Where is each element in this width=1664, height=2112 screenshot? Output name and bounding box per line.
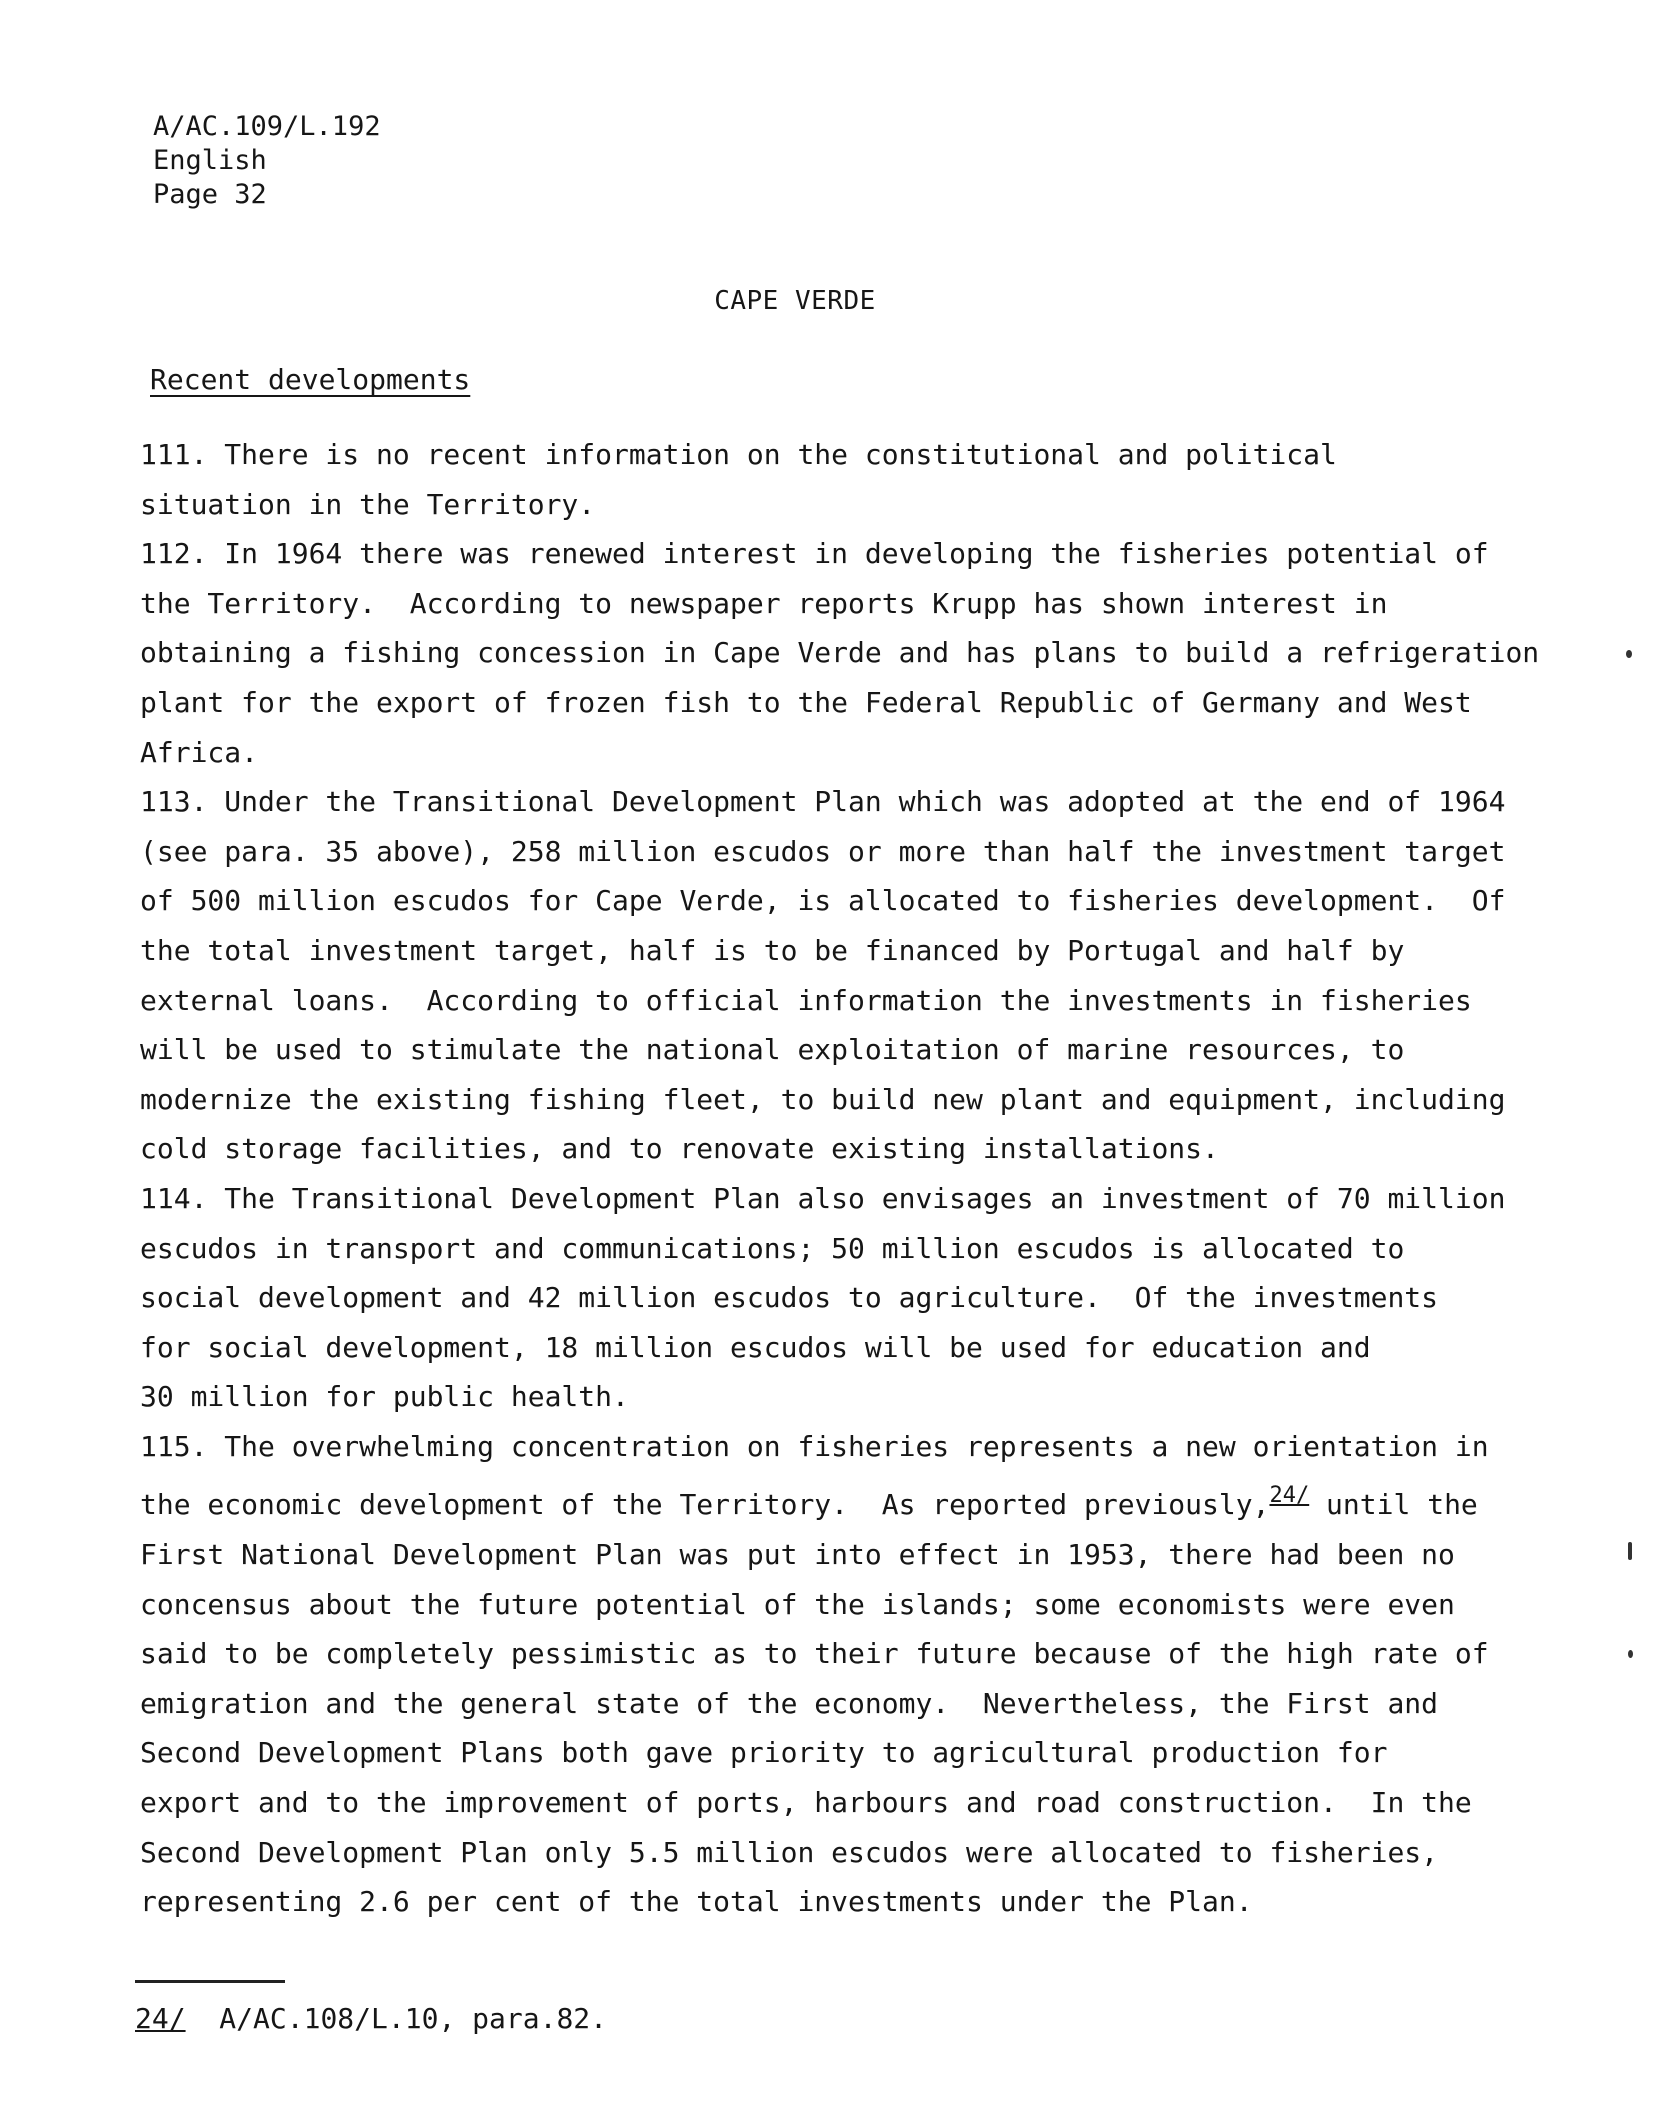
paragraph-111	[140, 430, 1540, 529]
document-symbol: A/AC.109/L.192	[153, 111, 381, 142]
footnote-divider	[135, 1980, 285, 1983]
page-title: CAPE VERDE	[714, 286, 876, 316]
text-line-with-footnote-ref	[140, 1471, 1540, 1530]
text-line: 111. There is no recent information on the constitutional and political	[140, 438, 1337, 471]
text-line: emigration and the general state of the economy. Nevertheless, the First and	[140, 1686, 1439, 1720]
text-line: export and to the improvement of ports, harbours and road construction. In the	[140, 1786, 1472, 1820]
footnote	[135, 2002, 607, 2035]
text-line: cold storage facilities, and to renovate existing installations.	[140, 1132, 1219, 1166]
footnote-mark: 24/	[135, 2002, 186, 2035]
text-line: social development and 42 million escudos to agriculture. Of the investments	[140, 1281, 1439, 1315]
text-line: 112. In 1964 there was renewed interest in developing the fisheries potential of	[140, 537, 1489, 571]
text-fragment: until the	[1309, 1488, 1478, 1522]
text-line: escudos in transport and communications; 50 million escudos is allocated to	[140, 1231, 1405, 1265]
document-body	[140, 430, 1540, 1927]
text-line: will be used to stimulate the national exploitation of marine resources, to	[140, 1033, 1405, 1067]
text-fragment: the economic development of the Territory. As reported previously,	[140, 1488, 1270, 1522]
paragraph-113	[140, 777, 1540, 1174]
text-line: concensus about the future potential of the islands; some economists were even	[140, 1587, 1455, 1621]
text-line: Africa.	[140, 735, 259, 769]
text-line: obtaining a fishing concession in Cape Verde and has plans to build a refrigeration	[140, 636, 1540, 670]
text-line: the Territory. According to newspaper reports Krupp has shown interest in	[140, 586, 1388, 620]
text-line: plant for the export of frozen fish to the Federal Republic of Germany and West	[140, 685, 1472, 719]
paragraph-115	[140, 1422, 1540, 1927]
text-line: situation in the Territory.	[140, 487, 596, 521]
document-language: English	[153, 145, 267, 176]
text-line: for social development, 18 million escudos will be used for education and	[140, 1330, 1371, 1364]
paragraph-112	[140, 529, 1540, 777]
page-number: Page 32	[153, 179, 267, 210]
text-line: 115. The overwhelming concentration on fisheries represents a new orientation in	[140, 1429, 1489, 1463]
section-heading: Recent developments	[150, 363, 471, 396]
text-line: 114. The Transitional Development Plan also envisages an investment of 70 million	[140, 1181, 1506, 1215]
text-line: the total investment target, half is to be financed by Portugal and half by	[140, 933, 1405, 967]
text-line: external loans. According to official information the investments in fisheries	[140, 983, 1472, 1017]
text-line: 30 million for public health.	[140, 1380, 629, 1414]
text-line: (see para. 35 above), 258 million escudos or more than half the investment target	[140, 834, 1506, 868]
text-line: First National Development Plan was put into effect in 1953, there had been no	[140, 1538, 1455, 1572]
text-line: 113. Under the Transitional Development Plan which was adopted at the end of 1964	[140, 785, 1506, 819]
scan-speck	[1628, 1650, 1633, 1658]
footnote-reference[interactable]: 24/	[1269, 1483, 1310, 1509]
document-header	[153, 110, 381, 212]
footnote-text: A/AC.108/L.10, para.82.	[185, 2002, 608, 2035]
scan-speck	[1628, 1542, 1632, 1560]
text-line: modernize the existing fishing fleet, to build new plant and equipment, including	[140, 1082, 1506, 1116]
text-line: said to be completely pessimistic as to their future because of the high rate of	[140, 1637, 1489, 1671]
text-line: of 500 million escudos for Cape Verde, is allocated to fisheries development. Of	[140, 884, 1506, 918]
text-line: Second Development Plans both gave priority to agricultural production for	[140, 1736, 1388, 1770]
text-line: representing 2.6 per cent of the total investments under the Plan.	[140, 1885, 1253, 1919]
scan-speck	[1626, 650, 1632, 658]
paragraph-114	[140, 1174, 1540, 1422]
text-line: Second Development Plan only 5.5 million escudos were allocated to fisheries,	[140, 1835, 1439, 1869]
